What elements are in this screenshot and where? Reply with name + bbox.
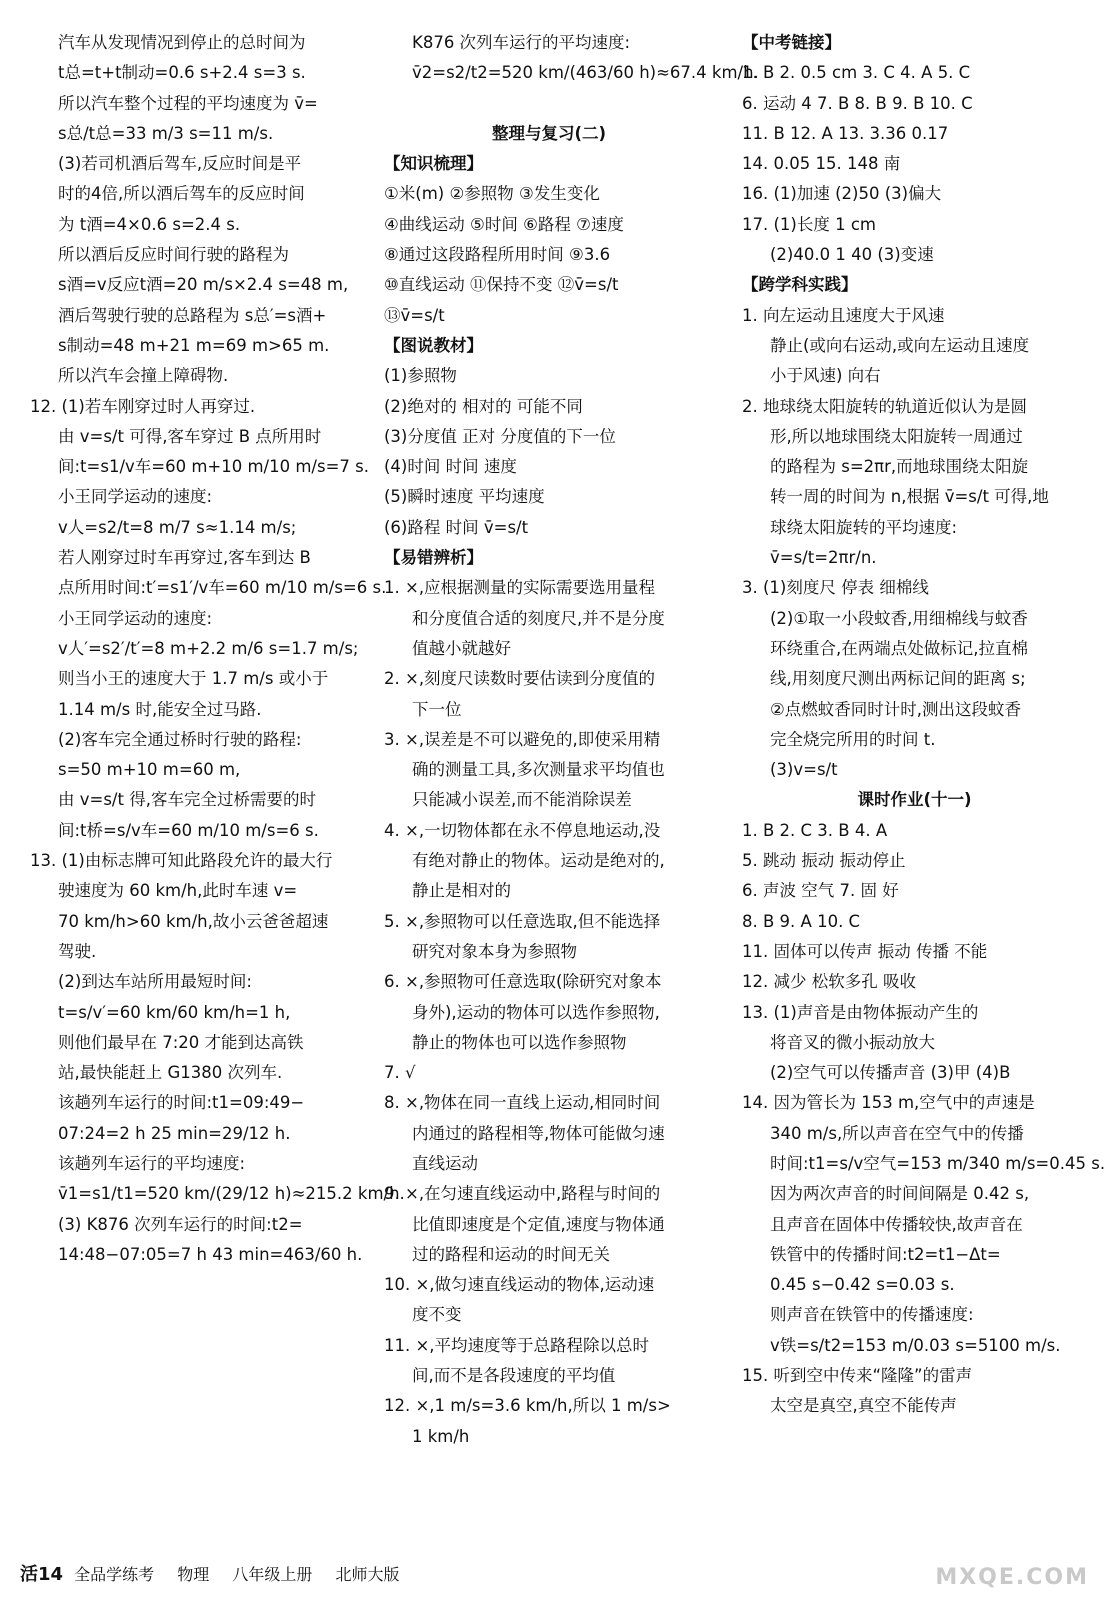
text-line: 小王同学运动的速度:: [58, 487, 213, 507]
text-line: 下一位: [412, 699, 462, 719]
text-line: 静止(或向右运动,或向左运动且速度: [770, 335, 1030, 355]
text-line: 由 v=s/t 可得,客车穿过 B 点所用时: [58, 426, 322, 446]
text-line: 环绕重合,在两端点处做标记,拉直棉: [770, 638, 1028, 658]
text-line: 11. ×,平均速度等于总路程除以总时: [384, 1335, 650, 1355]
text-line: 完全烧完所用的时间 t.: [770, 729, 936, 749]
text-line: 若人刚穿过时车再穿过,客车到达 B: [58, 548, 311, 568]
text-line: 【中考链接】: [742, 33, 841, 52]
text-line: 站,最快能赶上 G1380 次列车.: [58, 1063, 283, 1083]
text-line: 形,所以地球围绕太阳旋转一周通过: [770, 426, 1023, 446]
text-line: 13. (1)声音是由物体振动产生的: [742, 1002, 979, 1022]
text-line: 只能减小误差,而不能消除误差: [412, 790, 632, 810]
text-line: (3) K876 次列车运行的时间:t2=: [58, 1214, 303, 1234]
text-line: (3)v=s/t: [770, 760, 838, 780]
text-line: 0.45 s−0.42 s=0.03 s.: [770, 1275, 955, 1295]
text-line: s酒=v反应t酒=20 m/s×2.4 s=48 m,: [58, 275, 349, 295]
text-line: 身外),运动的物体可以选作参照物,: [412, 1002, 660, 1022]
text-line: 间:t桥=s/v车=60 m/10 m/s=6 s.: [58, 820, 319, 840]
text-line: 12. (1)若车刚穿过时人再穿过.: [30, 396, 256, 416]
text-line: 点所用时间:t′=s1′/v车=60 m/10 m/s=6 s.: [58, 578, 387, 598]
text-line: s总/t总=33 m/3 s=11 m/s.: [58, 123, 274, 143]
text-line: 8. ×,物体在同一直线上运动,相同时间: [384, 1093, 661, 1113]
text-line: 1. B 2. 0.5 cm 3. C 4. A 5. C: [742, 63, 971, 83]
text-line: 驶速度为 60 km/h,此时车速 v=: [58, 881, 298, 901]
text-line: (4)时间 时间 速度: [384, 457, 517, 477]
text-line: 则声音在铁管中的传播速度:: [770, 1305, 974, 1325]
text-line: 因为两次声音的时间间隔是 0.42 s,: [770, 1184, 1030, 1204]
text-line: 【图说教材】: [384, 335, 483, 355]
text-line: 5. 跳动 振动 振动停止: [742, 851, 906, 871]
text-line: (5)瞬时速度 平均速度: [384, 487, 545, 507]
text-line: 且声音在固体中传播较快,故声音在: [770, 1214, 1023, 1234]
text-line: 340 m/s,所以声音在空气中的传播: [770, 1123, 1024, 1143]
text-line: ①米(m) ②参照物 ③发生变化: [384, 184, 600, 204]
text-line: 13. (1)由标志牌可知此路段允许的最大行: [30, 851, 333, 871]
text-line: s=50 m+10 m=60 m,: [58, 760, 241, 780]
text-line: 小于风速) 向右: [770, 366, 881, 386]
text-line: 所以酒后反应时间行驶的路程为: [58, 245, 289, 265]
text-line: 研究对象本身为参照物: [412, 941, 577, 961]
text-line: 14:48−07:05=7 h 43 min=463/60 h.: [58, 1244, 363, 1264]
text-line: 1. ×,应根据测量的实际需要选用量程: [384, 578, 656, 598]
text-line: 8. B 9. A 10. C: [742, 911, 861, 931]
page-footer: [20, 1560, 400, 1590]
text-line: 1. 向左运动且速度大于风速: [742, 305, 945, 325]
text-line: 则他们最早在 7:20 才能到达高铁: [58, 1032, 304, 1052]
text-line: 小王同学运动的速度:: [58, 608, 213, 628]
text-line: 16. (1)加速 (2)50 (3)偏大: [742, 184, 942, 204]
page-number: 活14: [20, 1564, 64, 1585]
text-line: 6. 运动 4 7. B 8. B 9. B 10. C: [742, 93, 973, 113]
text-line: t=s/v′=60 km/60 km/h=1 h,: [58, 1002, 291, 1022]
text-line: 14. 因为管长为 153 m,空气中的声速是: [742, 1093, 1035, 1113]
book-grade: 八年级上册: [232, 1565, 313, 1584]
text-line: (2)①取一小段蚊香,用细棉线与蚊香: [770, 608, 1028, 628]
text-line: 和分度值合适的刻度尺,并不是分度: [412, 608, 665, 628]
text-line: ⑧通过这段路程所用时间 ⑨3.6: [384, 245, 611, 265]
text-line: 14. 0.05 15. 148 南: [742, 154, 901, 174]
text-line: s制动=48 m+21 m=69 m>65 m.: [58, 335, 330, 355]
text-line: 静止的物体也可以选作参照物: [412, 1032, 627, 1052]
text-line: 太空是真空,真空不能传声: [770, 1396, 957, 1416]
text-line: 由 v=s/t 得,客车完全过桥需要的时: [58, 790, 316, 810]
text-line: 所以汽车整个过程的平均速度为 v̄=: [58, 93, 318, 113]
text-line: ⑬v̄=s/t: [384, 305, 445, 325]
text-line: v̄2=s2/t2=520 km/(463/60 h)≈67.4 km/h.: [412, 63, 759, 83]
text-line: 则当小王的速度大于 1.7 m/s 或小于: [58, 669, 329, 689]
text-line: ④曲线运动 ⑤时间 ⑥路程 ⑦速度: [384, 214, 624, 234]
text-line: 07:24=2 h 25 min=29/12 h.: [58, 1123, 291, 1143]
text-line: 11. 固体可以传声 振动 传播 不能: [742, 941, 988, 961]
text-line: 该趟列车运行的平均速度:: [58, 1153, 246, 1173]
text-line: 10. ×,做匀速直线运动的物体,运动速: [384, 1275, 655, 1295]
text-line: 6. 声波 空气 7. 固 好: [742, 881, 899, 901]
text-line: [384, 89, 714, 119]
text-line: 时的4倍,所以酒后驾车的反应时间: [58, 184, 305, 204]
text-line: 【知识梳理】: [384, 154, 483, 174]
text-line: 【易错辨析】: [384, 548, 483, 568]
text-line: 度不变: [412, 1305, 462, 1325]
text-line: (3)分度值 正对 分度值的下一位: [384, 426, 616, 446]
text-line: 1. B 2. C 3. B 4. A: [742, 820, 888, 840]
text-line: 2. ×,刻度尺读数时要估读到分度值的: [384, 669, 656, 689]
text-line: 12. 减少 松软多孔 吸收: [742, 972, 916, 992]
text-line: v人′=s2′/t′=8 m+2.2 m/6 s=1.7 m/s;: [58, 638, 359, 658]
watermark-logo: MXQE.COM: [935, 1565, 1089, 1590]
text-line: 【跨学科实践】: [742, 275, 858, 295]
text-line: t总=t+t制动=0.6 s+2.4 s=3 s.: [58, 63, 306, 83]
answer-column-right: [742, 28, 1106, 1422]
text-line: 驾驶.: [58, 941, 97, 961]
text-line: 17. (1)长度 1 cm: [742, 214, 876, 234]
book-edition: 北师大版: [335, 1565, 400, 1584]
text-line: 静止是相对的: [412, 881, 511, 901]
text-line: (2)空气可以传播声音 (3)甲 (4)B: [770, 1063, 1011, 1083]
text-line: K876 次列车运行的平均速度:: [412, 33, 631, 52]
text-line: 1 km/h: [412, 1426, 470, 1446]
text-line: v人=s2/t=8 m/7 s≈1.14 m/s;: [58, 517, 297, 537]
text-line: 的路程为 s=2πr,而地球围绕太阳旋: [770, 457, 1029, 477]
text-line: 3. ×,误差是不可以避免的,即使采用精: [384, 729, 661, 749]
text-line: 7. √: [384, 1063, 416, 1083]
text-line: 9. ×,在匀速直线运动中,路程与时间的: [384, 1184, 661, 1204]
text-line: (2)客车完全通过桥时行驶的路程:: [58, 729, 302, 749]
text-line: 球绕太阳旋转的平均速度:: [770, 517, 958, 537]
text-line: 值越小就越好: [412, 638, 511, 658]
text-line: 1.14 m/s 时,能安全过马路.: [58, 699, 262, 719]
answer-column-middle: [384, 28, 759, 1452]
text-line: (3)若司机酒后驾车,反应时间是平: [58, 154, 302, 174]
text-line: 12. ×,1 m/s=3.6 km/h,所以 1 m/s>: [384, 1396, 671, 1416]
text-line: 时间:t1=s/v空气=153 m/340 m/s=0.45 s.: [770, 1153, 1106, 1173]
text-line: (6)路程 时间 v̄=s/t: [384, 517, 529, 537]
text-line: (2)40.0 1 40 (3)变速: [770, 245, 934, 265]
text-line: v̄=s/t=2πr/n.: [770, 548, 877, 568]
text-line: (1)参照物: [384, 366, 457, 386]
text-line: 6. ×,参照物可任意选取(除研究对象本: [384, 972, 662, 992]
answer-column-left: [30, 28, 405, 1270]
text-line: v铁=s/t2=153 m/0.03 s=5100 m/s.: [770, 1335, 1061, 1355]
text-line: 直线运动: [412, 1153, 478, 1173]
text-line: 内通过的路程相等,物体可能做匀速: [412, 1123, 665, 1143]
text-line: 有绝对静止的物体。运动是绝对的,: [412, 851, 665, 871]
book-series: 全品学练考: [74, 1565, 155, 1584]
text-line: v̄1=s1/t1=520 km/(29/12 h)≈215.2 km/h.: [58, 1184, 405, 1204]
text-line: 铁管中的传播时间:t2=t1−Δt=: [770, 1244, 1001, 1264]
text-line: 课时作业(十一): [857, 790, 972, 810]
text-line: 该趟列车运行的时间:t1=09:49−: [58, 1093, 305, 1113]
text-line: 过的路程和运动的时间无关: [412, 1244, 610, 1264]
text-line: 间,而不是各段速度的平均值: [412, 1366, 616, 1386]
text-line: 线,用刻度尺测出两标记间的距离 s;: [770, 669, 1026, 689]
text-line: 整理与复习(二): [491, 123, 607, 143]
text-line: 70 km/h>60 km/h,故小云爸爸超速: [58, 911, 329, 931]
text-line: (2)到达车站所用最短时间:: [58, 972, 252, 992]
text-line: 15. 听到空中传来“隆隆”的雷声: [742, 1366, 973, 1386]
text-line: 间:t=s1/v车=60 m+10 m/10 m/s=7 s.: [58, 457, 369, 477]
book-subject: 物理: [177, 1565, 210, 1584]
text-line: 比值即速度是个定值,速度与物体通: [412, 1214, 665, 1234]
text-line: 转一周的时间为 n,根据 v̄=s/t 可得,地: [770, 487, 1049, 507]
text-line: 3. (1)刻度尺 停表 细棉线: [742, 578, 929, 598]
text-line: 确的测量工具,多次测量求平均值也: [412, 760, 665, 780]
text-line: 2. 地球绕太阳旋转的轨道近似认为是圆: [742, 396, 1027, 416]
text-line: 酒后驾驶行驶的总路程为 s总′=s酒+: [58, 305, 327, 325]
text-line: 所以汽车会撞上障碍物.: [58, 366, 229, 386]
text-line: 为 t酒=4×0.6 s=2.4 s.: [58, 214, 241, 234]
text-line: ②点燃蚊香同时计时,测出这段蚊香: [770, 699, 1022, 719]
text-line: 11. B 12. A 13. 3.36 0.17: [742, 123, 949, 143]
text-line: 4. ×,一切物体都在永不停息地运动,没: [384, 820, 661, 840]
text-line: (2)绝对的 相对的 可能不同: [384, 396, 583, 416]
text-line: ⑩直线运动 ⑪保持不变 ⑫v̄=s/t: [384, 275, 619, 295]
text-line: 将音叉的微小振动放大: [770, 1032, 935, 1052]
text-line: 汽车从发现情况到停止的总时间为: [58, 33, 306, 52]
text-line: 5. ×,参照物可以任意选取,但不能选择: [384, 911, 661, 931]
